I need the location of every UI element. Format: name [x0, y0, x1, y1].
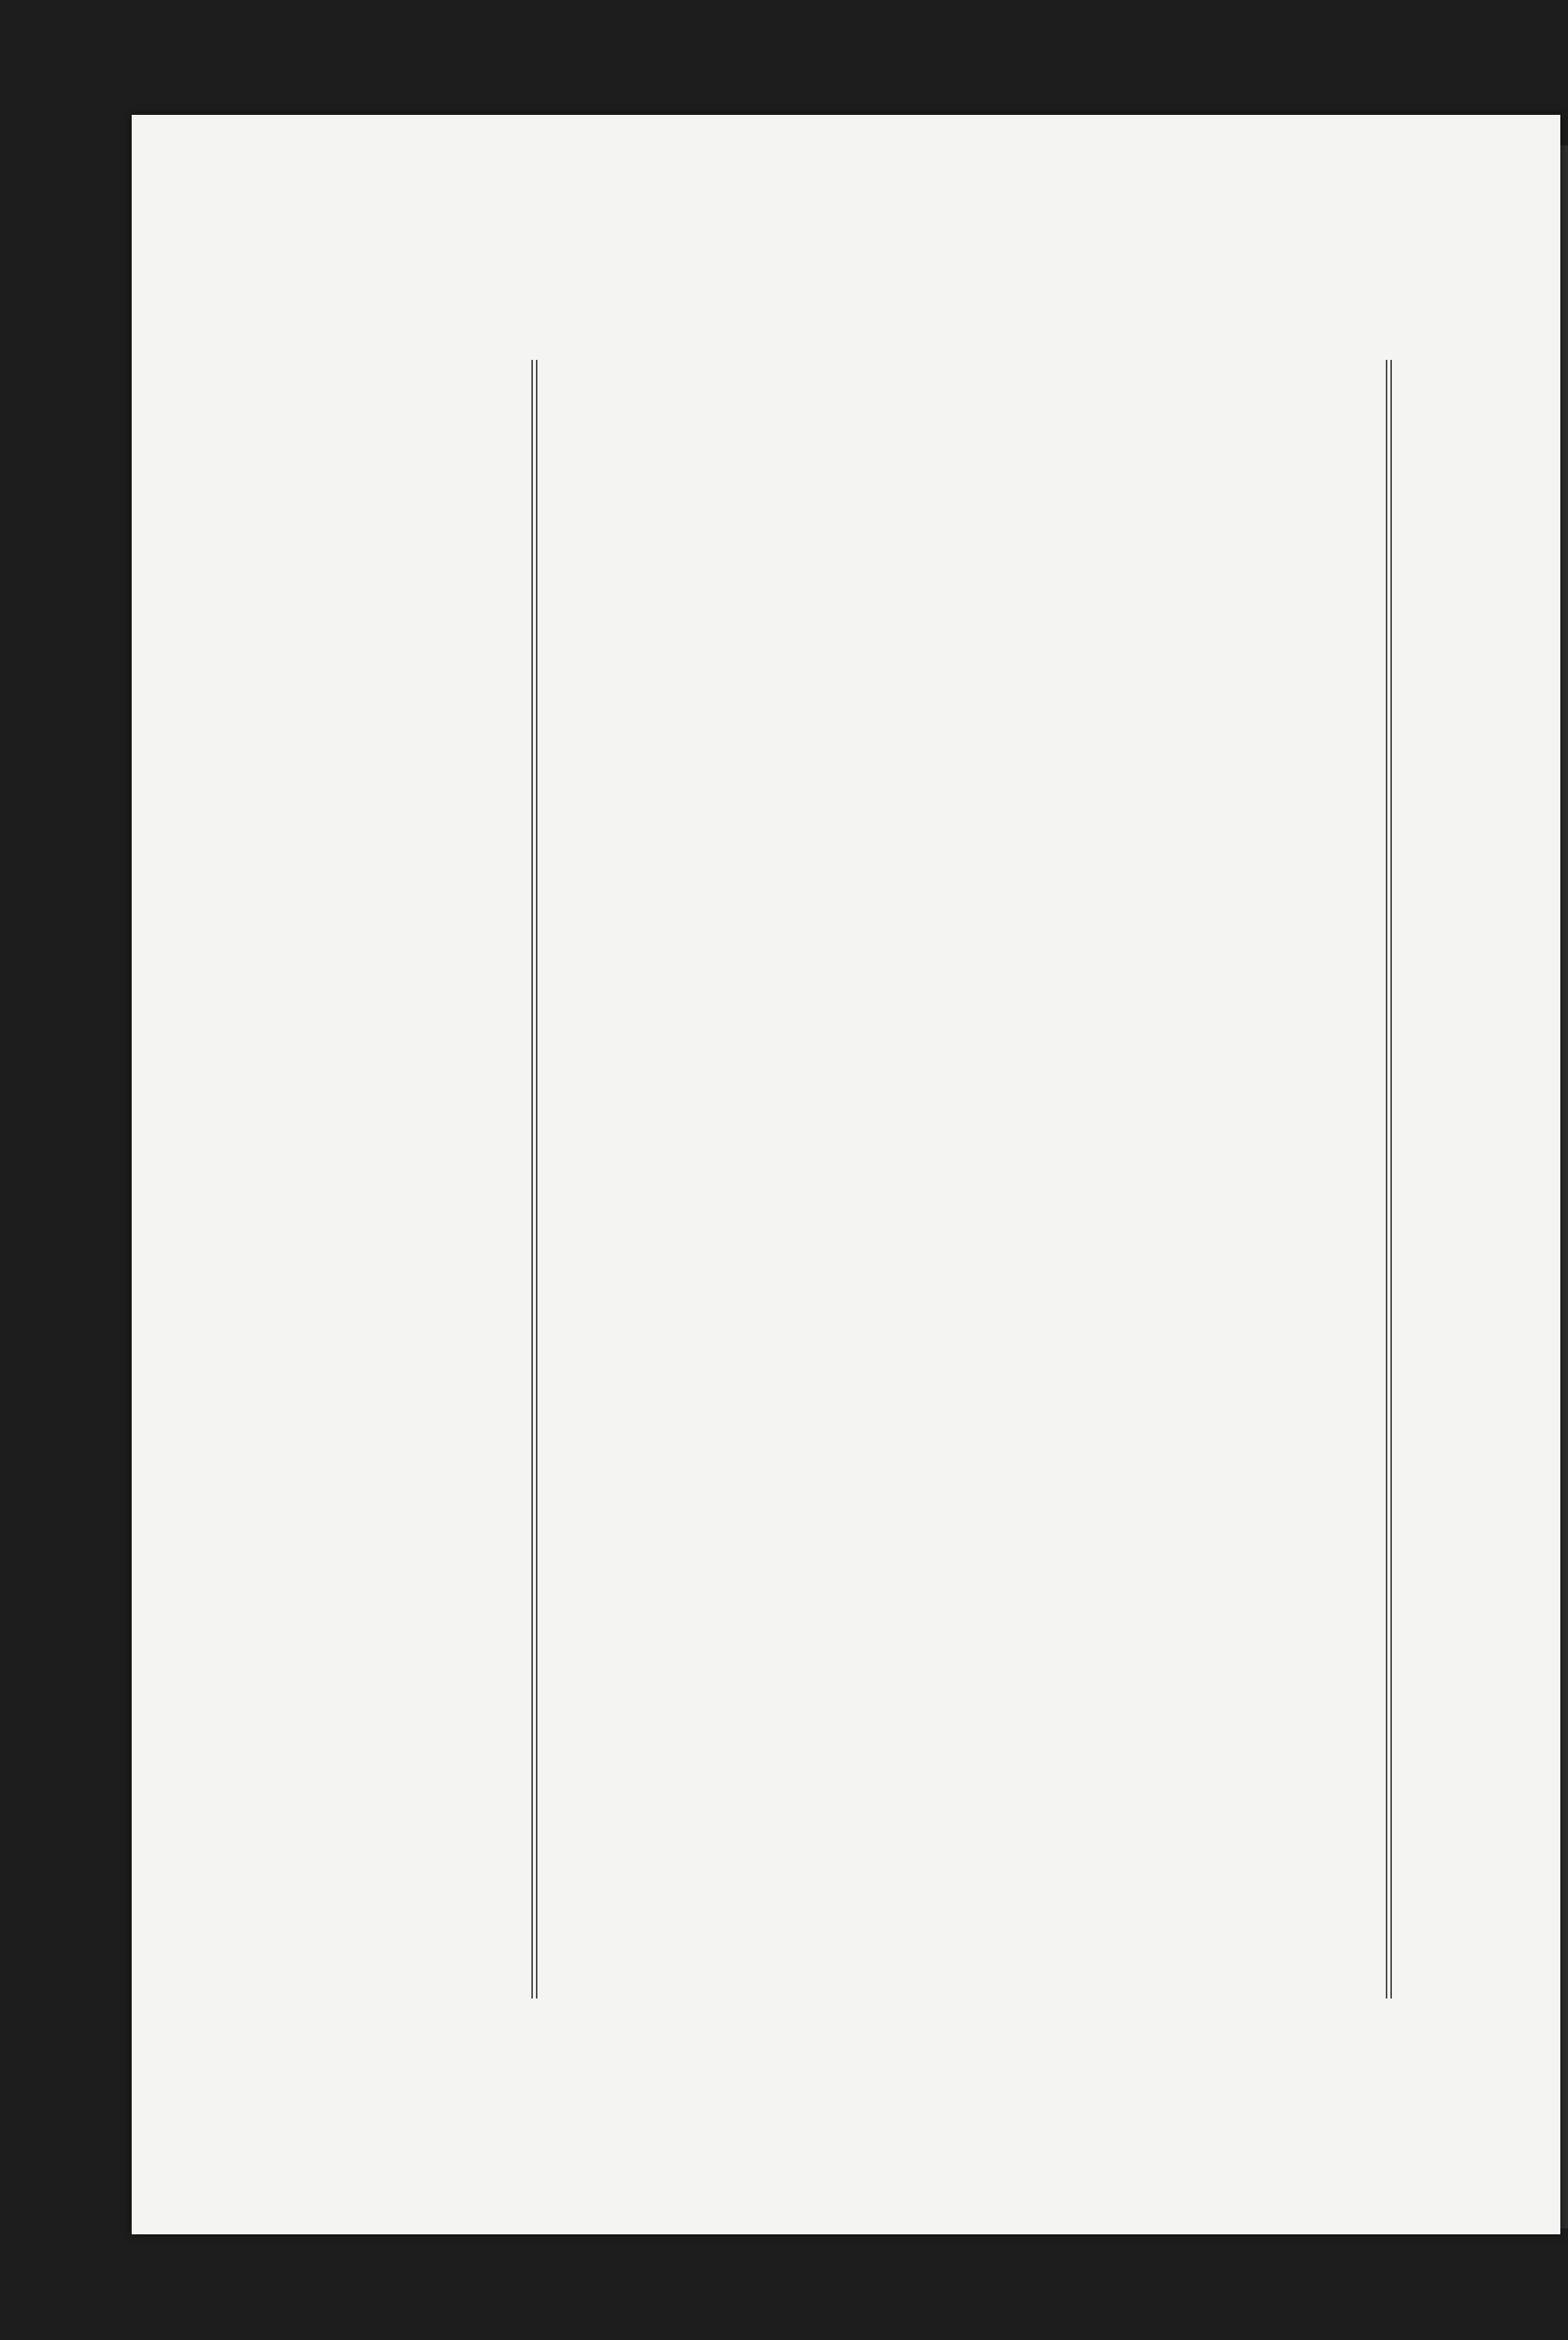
bottom-rule-double — [1390, 360, 1392, 1998]
rotated-statement — [368, 314, 1416, 2060]
top-rule — [531, 360, 533, 1998]
bottom-rule — [1386, 360, 1387, 1998]
top-rule-double — [536, 360, 537, 1998]
